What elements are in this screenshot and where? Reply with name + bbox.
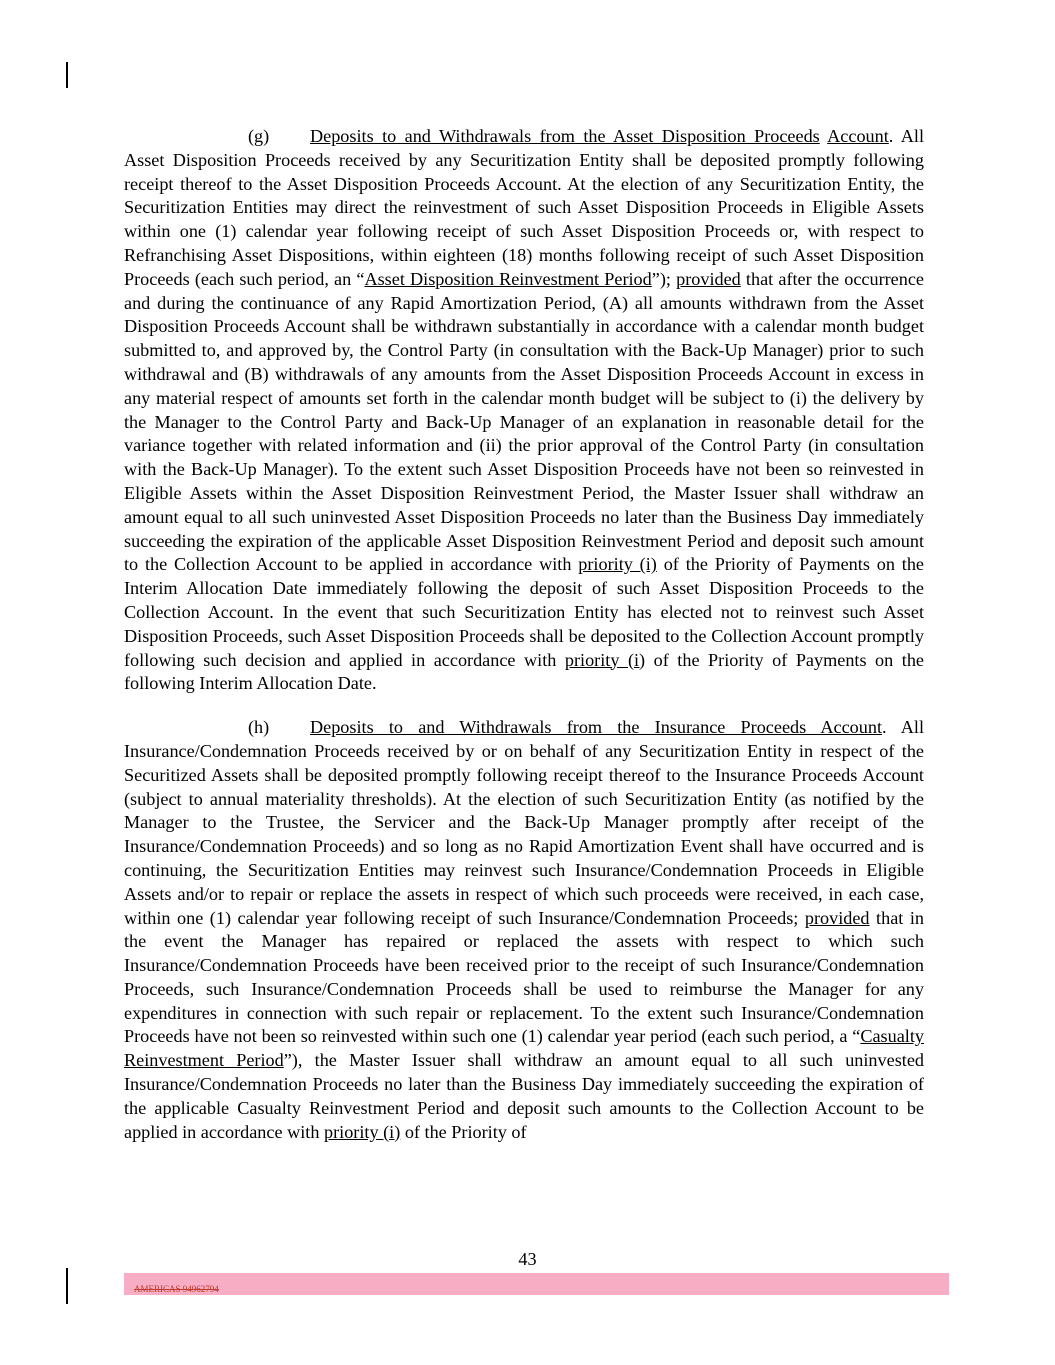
paragraph-g-priority-ref-1: priority (i)	[578, 554, 657, 575]
paragraph-h-text-4: of the Priority of	[400, 1121, 527, 1142]
paragraph-h	[124, 716, 924, 1144]
paragraph-h-heading: Deposits to and Withdrawals from the Insurance Proceeds Account	[310, 717, 883, 738]
paragraph-h-text-3: ”), the Master Issuer shall withdraw an amount equal to all such uninvested Insurance/Condemnation Proceeds no later than the Business Day immediately succeeding the expiration of the applicable Casualty Reinvestment Period and deposit such amounts to the Collection Account to be applied in accordance with	[124, 1050, 924, 1142]
paragraph-g-heading-part1: Deposits to and Withdrawals from the Asset Disposition Proceeds	[310, 126, 820, 146]
paragraph-g-text-5: of the Priority of Payments on the following Interim Allocation Date.	[124, 649, 924, 694]
defined-term-casualty-reinvestment-period: Casualty Reinvestment Period	[124, 1026, 924, 1071]
paragraph-g-provided: provided	[676, 268, 741, 289]
revision-bar-bottom	[66, 1268, 68, 1304]
document-body	[124, 125, 924, 1164]
paragraph-h-text-2: that in the event the Manager has repaired or replaced the assets with respect to which such Insurance/Condemnation Proceeds have been received prior to the receipt of such Insurance/Condemnation Proceeds, such Insurance/Condemnation Proceeds shall be used to reimburse the Manager for any expenditures in connection with such repair or replacement. To the extent such Insurance/Condemnation Proceeds have not been so reinvested within such one (1) calendar year period (each such period, a “	[124, 907, 925, 1047]
revision-bar-top	[66, 62, 68, 88]
paragraph-g-text-4: of the Priority of Payments on the Interim Allocation Date immediately following the deposit of such Asset Disposition Proceeds to the Collection Account. In the event that such Securitization Entity has elected not to reinvest such Asset Disposition Proceeds, such Asset Disposition Proceeds shall be deposited to the Collection Account promptly following such decision and applied in accordance with	[124, 554, 924, 670]
paragraph-h-priority-ref: priority (i)	[323, 1121, 401, 1142]
document-id: AMERICAS 94962794	[134, 1284, 219, 1294]
paragraph-g-marker: (g)	[248, 126, 270, 146]
paragraph-g-priority-ref-2: priority (i)	[564, 649, 646, 670]
footer-band	[124, 1273, 949, 1295]
paragraph-g	[124, 125, 924, 696]
paragraph-g-heading-part2: Account	[827, 126, 889, 146]
paragraph-g-text-2: ”);	[651, 268, 677, 289]
defined-term-asset-disposition-reinvestment-period: Asset Disposition Reinvestment Period	[364, 268, 652, 289]
paragraph-g-text-3: that after the occurrence and during the continuance of any Rapid Amortization Period, (A) all amounts withdrawn from the Asset Disposition Proceeds Account shall be withdrawn substantially in accordance with a calendar month budget submitted to, and approved by, the Control Party (in consultation with the Back-Up Manager) prior to such withdrawal and (B) withdrawals of any amounts from the Asset Disposition Proceeds Account in excess in any material respect of amounts set forth in the calendar month budget will be subject to (i) the delivery by the Manager to the Control Party and Back-Up Manager of an explanation in reasonable detail for the variance together with related information and (ii) the prior approval of the Control Party (in consultation with the Back-Up Manager). To the extent such Asset Disposition Proceeds have not been so reinvested in Eligible Assets within the Asset Disposition Reinvestment Period, the Master Issuer shall withdraw an amount equal to all such uninvested Asset Disposition Proceeds no later than the Business Day immediately succeeding the expiration of the applicable Asset Disposition Reinvestment Period and deposit such amount to the Collection Account to be applied in accordance with	[124, 268, 924, 575]
paragraph-h-provided: provided	[804, 907, 870, 928]
page-number: 43	[518, 1249, 537, 1269]
paragraph-g-text-1: . All Asset Disposition Proceeds received by any Securitization Entity shall be deposited promptly following receipt thereof to the Asset Disposition Proceeds Account. At the election of any Securitization Entity, the Securitization Entities may direct the reinvestment of such Asset Disposition Proceeds in Eligible Assets within one (1) calendar year following receipt of such Asset Disposition Proceeds or, with respect to Refranchising Asset Dispositions, within eighteen (18) months following receipt of such Asset Disposition Proceeds (each such period, an “	[124, 126, 924, 289]
paragraph-h-text-1: . All Insurance/Condemnation Proceeds received by or on behalf of any Securitization Entity in respect of the Securitized Assets shall be deposited promptly following receipt thereof to the Insurance Proceeds Account (subject to annual materiality thresholds). At the election of such Securitization Entity (as notified by the Manager to the Trustee, the Servicer and the Back-Up Manager promptly after receipt of the Insurance/Condemnation Proceeds) and so long as no Rapid Amortization Event shall have occurred and is continuing, the Securitization Entities may reinvest such Insurance/Condemnation Proceeds in Eligible Assets and/or to repair or replace the assets in respect of which such proceeds were received, in each case, within one (1) calendar year following receipt of such Insurance/Condemnation Proceeds;	[124, 717, 924, 928]
paragraph-h-marker: (h)	[248, 717, 270, 738]
